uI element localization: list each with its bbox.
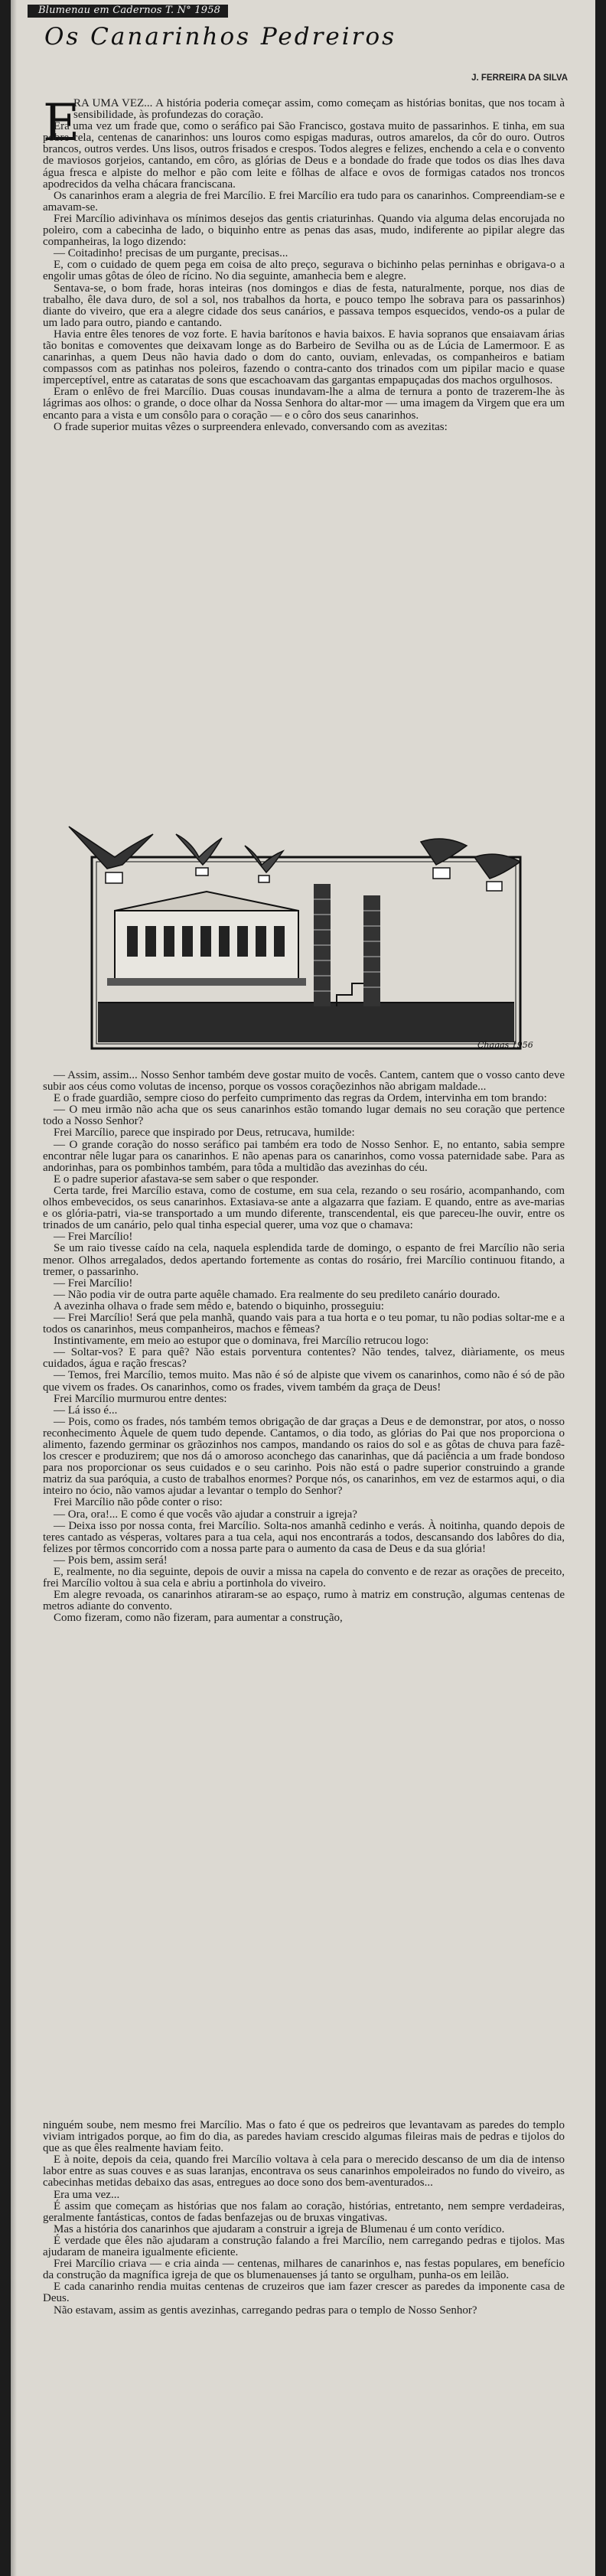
paragraph: E o frade guardião, sempre cioso do perfeito cumprimento das regras da Ordem, intervinha em tom brando: [54, 1092, 547, 1105]
paragraph: Certa tarde, frei Marcílio estava, como de costume, em sua cela, rezando o seu rosário, acompanhando, com olhos embevecidos, os seus canarinhos. Extasiava-se ante a algazarra que faziam. E quando, entre as ave-marias e os glória-patri, via-se transportado a um mundo diferente, transcendental, eis que pareceu-lhe ouvir, entre os trinados de um canário, pelo qual tinha especial querer, uma voz que o chamava: [43, 1184, 565, 1232]
paragraph: Instintivamente, em meio ao estupor que o dominava, frei Marcílio retrucou logo: [54, 1335, 429, 1348]
paragraph: Havia entre êles tenores de voz forte. E havia barítonos e havia baixos. E havia sopranos que ensaiavam árias tão bonitas e comoventes que deixavam longe as do Barbeiro de Sevilha ou as de Lúcia de Lamermoor. E as canarinhas, a quem Deus não havia dado o dom do canto, ouviam, enlevadas, os companheiros e batiam compassos com as patinhas nos poleiros, fazendo o contra-canto dos trinados com um pipilar macio e quase imperceptível, entre as cataratas de sons que escachoavam das gargantas empapuçadas dos machos orgulhosos. [43, 328, 565, 387]
paragraph: E à noite, depois da ceia, quando frei Marcílio voltava à cela para o merecido descanso de um dia de intenso labor entre as suas couves e as suas laranjas, encontrava os seus canarinhos empoleirados no fundo do viveiro, as cabecinhas metidas debaixo das asas, entregues ao doce sono dos bem-aventurados... [43, 2154, 565, 2190]
paragraph: E, realmente, no dia seguinte, depois de ouvir a missa na capela do convento e de rezar as orações de preceito, frei Marcílio voltou à sua cela e abriu a portinhola do viveiro. [43, 1566, 565, 1590]
paragraph: — Frei Marcílio! [54, 1231, 133, 1244]
paragraph: Se um raio tivesse caído na cela, naquela esplendida tarde de domingo, o espanto de frei Marcílio não seria menor. Olhos arregalados, dedos apertando fortemente as contas do rosário, frei Marcílio continuou fitando, a tremer, o passarinho. [43, 1242, 565, 1278]
paragraph: Frei Marcílio criava — e cria ainda — centenas, milhares de canarinhos e, nas festas populares, em benefício da construção da magnífica igreja de que os blumenauenses já tanto se orgulham, punha-os em leilão. [43, 2258, 565, 2282]
paragraph: — Deixa isso por nossa conta, frei Marcílio. Solta-nos amanhã cedinho e verás. À noitinha, quando depois de teres cantado as vésperas, voltares para a tua cela, aqui nos encontrarás a todos, descansando dos labôres do dia, felizes por têrmos concorrido com a nossa parte para o aumento da casa de Deus e da sua glória! [43, 1519, 565, 1555]
article-author: J. FERREIRA DA SILVA [471, 73, 568, 83]
paragraph: Frei Marcílio não pôde conter o riso: [54, 1496, 223, 1509]
handwritten-note: Blumenau em Cadernos T. N° 1958 [28, 5, 228, 18]
paragraph: E, com o cuidado de quem pega em coisa de alto preço, segurava o bichinho pelas perninhas e obrigava-o a engolir umas gôtas de óleo de rícino. No dia seguinte, amanhecia bem e alegre. [43, 259, 565, 283]
paragraph: A avezinha olhava o frade sem mêdo e, batendo o biquinho, prosseguiu: [54, 1299, 384, 1312]
paragraph: Não estavam, assim as gentis avezinhas, carregando pedras para o templo de Nosso Senhor? [54, 2304, 477, 2317]
paragraph: ninguém soube, nem mesmo frei Marcílio. Mas o fato é que os pedreiros que levantavam as paredes do templo viviam intrigados porque, ao fim do dia, as paredes haviam crescido algumas fileiras mais de pedras e tijolos do que as que êles realmente haviam feito. [43, 2119, 565, 2155]
paragraph: — Coitadinho! precisas de um purgante, precisas... [54, 247, 288, 260]
paragraph: Frei Marcílio adivinhava os mínimos desejos das gentis criaturinhas. Quando via alguma delas encorujada no poleiro, com a cabecinha de lado, o biquinho entre as penas das asas, mudo, indiferente ao pipilar alegre das companheiras, la logo dizendo: [43, 212, 565, 249]
paragraph: — Pois, como os frades, nós também temos obrigação de dar graças a Deus e de demonstrar, por atos, o nosso reconhecimento Àquele de quem tudo depende. Cantamos, o dia todo, as glórias do Pai que nos proporciona o alimento, fazendo germinar os grãozinhos nos campos, mandando os raios do sol e as gôtas de chuva para fazê-los crescer e produzirem; que nos dá o amoroso aconchego das canarinhas, que dá paciência a um frade bondoso para nos proporcionar os seus cuidados e o seu carinho. Pois não está o padre superior construindo a grande matriz da sua paróquia, a custo de trabalhos enormes? Porque nós, os canarinhos, em vez de estarmos aqui, o dia inteiro no ócio, não vamos ajudar a levantar o templo do Senhor? [43, 1415, 565, 1498]
paragraph: Era uma vez um frade que, como o seráfico pai São Francisco, gostava muito de passarinhos. E tinha, em sua pobre cela, centenas de canarinhos: uns louros como espigas maduras, outros amarelos, da côr do ouro. Outros brancos, outros verdes. Uns lisos, outros frisados e crespos. Todos alegres e felizes, enchendo a cela e o convento de maviosos gorjeios, cantando, em côro, as glórias de Deus e a bondade do frade que todos os dias lhes dava água fresca e alpiste do melhor e pão com leite e fôlhas de alface e ovos de formigas catados nos troncos apodrecidos da velha chácara franciscana. [43, 120, 565, 191]
paragraph: Eram o enlêvo de frei Marcílio. Duas cousas inundavam-lhe a alma de ternura a ponto de trazerem-lhe às lágrimas aos olhos: o grande, o doce olhar da Nossa Senhora do altar-mor — uma imagem da Virgem que era um encanto para a vista e um consôlo para o coração — e o côro dos seus canarinhos. [43, 386, 565, 422]
paragraph: E cada canarinho rendia muitas centenas de cruzeiros que iam fazer crescer as paredes da imponente casa de Deus. [43, 2281, 565, 2305]
paragraph: — O grande coração do nosso seráfico pai também era todo de Nosso Senhor. E, no entanto, sabia sempre encontrar nêle lugar para os canarinhos. E não apenas para os canarinhos, como vossa paternidade sabe. Para as andorinhas, para os pombinhos também, para tôda a multidão das avezinhas do céu. [43, 1138, 565, 1174]
paragraph: — Lá isso é... [54, 1404, 118, 1417]
newspaper-clipping [11, 0, 595, 2576]
canaries-church-illustration [61, 811, 548, 1064]
paragraph: O frade superior muitas vêzes o surpreendera enlevado, conversando com as avezitas: [54, 420, 448, 433]
paragraph: É assim que começam as histórias que nos falam ao coração, histórias, entretanto, nem sempre verdadeiras, geralmente fantásticas, contos de fadas benfazejas ou de bruxas vingativas. [43, 2199, 565, 2224]
drop-cap: E [43, 93, 80, 152]
paragraph: Como fizeram, como não fizeram, para aumentar a construção, [54, 1612, 343, 1625]
article-text-part-1 [43, 93, 565, 433]
paragraph: — Ora, ora!... E como é que vocês vão ajudar a construir a igreja? [54, 1508, 357, 1521]
paragraph: E o padre superior afastava-se sem saber o que responder. [54, 1172, 319, 1185]
paragraph: Mas a história dos canarinhos que ajudaram a construir a igreja de Blumenau é um conto verídico. [54, 2222, 505, 2235]
paragraph: — O meu irmão não acha que os seus canarinhos estão tomando lugar demais no seu coração que pertence todo a Nosso Senhor? [43, 1104, 565, 1128]
page-edge-shadow [11, 0, 17, 2576]
paragraph: — Soltar-vos? E para quê? Não estais porventura contentes? Não tendes, talvez, diàriamente, os meus cuidados, água e ração frescas? [43, 1346, 565, 1371]
paragraph: É verdade que êles não ajudaram a construção falando a frei Marcílio, nem carregando pedras e tijolos. Mas ajudaram de maneira igualmente eficiente. [43, 2234, 565, 2259]
paragraph: — Frei Marcílio! [54, 1277, 133, 1290]
illustration-drawing [61, 811, 548, 1064]
paragraph: Os canarinhos eram a alegria de frei Marcílio. E frei Marcílio era tudo para os canarinhos. Compreendiam-se e amavam-se. [43, 189, 565, 214]
paragraph: Frei Marcílio, parece que inspirado por Deus, retrucava, humilde: [54, 1127, 355, 1140]
paragraph: Frei Marcílio murmurou entre dentes: [54, 1392, 227, 1405]
paragraph: Em alegre revoada, os canarinhos atiraram-se ao espaço, rumo à matriz em construção, algumas centenas de metros adiante do convento. [43, 1589, 565, 1613]
article-text-part-2 [43, 1070, 565, 1625]
paragraph: — Frei Marcílio! Será que pela manhã, quando vais para a tua horta e o teu pomar, tu não podias soltar-me e a todos os canarinhos, meus companheiros, machos e fêmeas? [43, 1311, 565, 1336]
paragraph: Sentava-se, o bom frade, horas inteiras (nos domingos e dias de festa, naturalmente, porque, nos dias de trabalho, êle dava duro, de sol a sol, nos trabalhos da horta, e pouco tempo lhe sobrava para os passarinhos) diante do viveiro, que era a alegre cidade dos seus canários, e passava tempos esquecidos, vendo-os a pular de um lado para outro, piando e cantando. [43, 282, 565, 329]
article-title: Os Canarinhos Pedreiros [44, 23, 397, 51]
illustration-signature: Chagas 1956 [477, 1040, 533, 1050]
paragraph: RA UMA VEZ... A história poderia começar assim, como começam as histórias bonitas, que nos tocam à sensibilidade, às profundezas do coração. [73, 97, 565, 122]
article-text-part-3 [43, 2120, 565, 2317]
paragraph: Era uma vez... [54, 2188, 120, 2201]
paragraph: — Pois bem, assim será! [54, 1554, 168, 1567]
paragraph: — Temos, frei Marcílio, temos muito. Mas não é só de alpiste que vivem os canarinhos, como não é só de pão que vivem os frades. Os canarinhos, como os frades, vivem também da graça de Deus! [43, 1369, 565, 1394]
paragraph: — Não podia vir de outra parte aquêle chamado. Era realmente do seu predileto canário dourado. [54, 1288, 500, 1301]
paragraph: — Assim, assim... Nosso Senhor também deve gostar muito de vocês. Cantem, cantem que o vosso canto deve subir aos céus como volutas de incenso, porque os vossos coraçõezinhos não abrigam maldade... [43, 1069, 565, 1094]
